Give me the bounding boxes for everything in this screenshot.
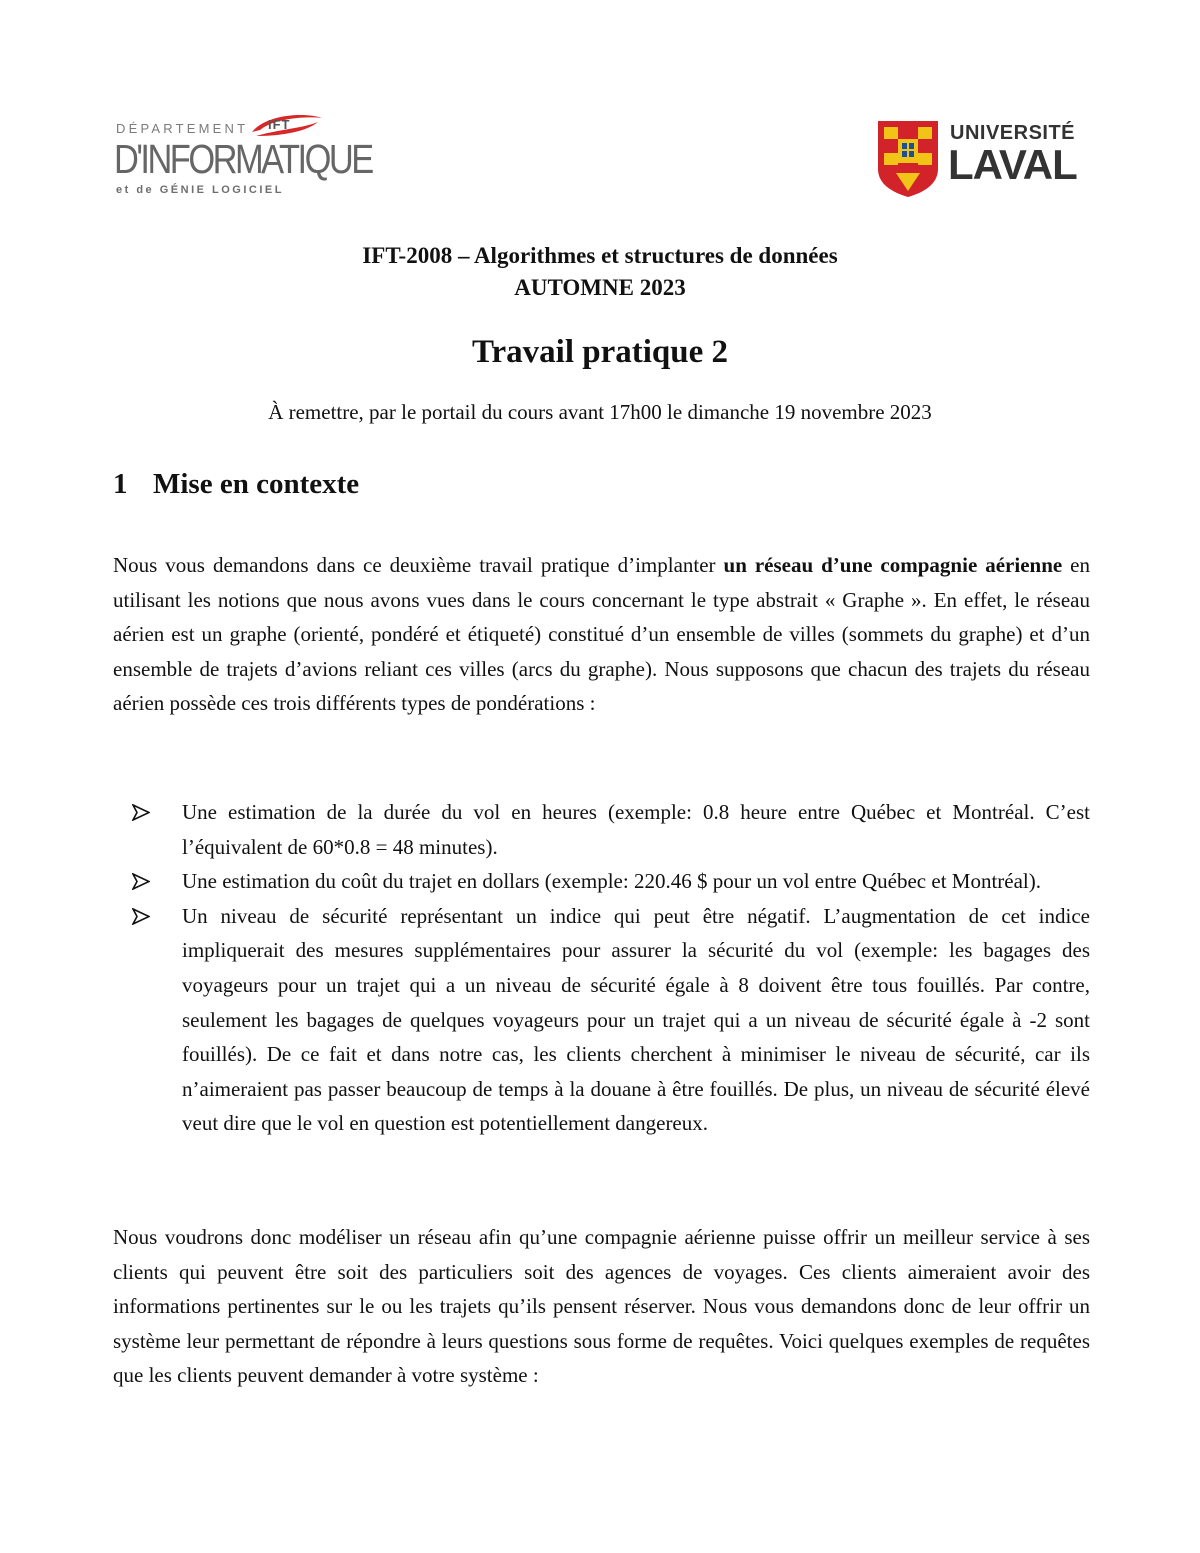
logo-genie-text: et de GÉNIE LOGICIEL (116, 184, 284, 196)
arrowhead-bullet-icon (132, 908, 150, 925)
assignment-title: Travail pratique 2 (471, 334, 729, 370)
bullet-text: Une estimation du coût du trajet en dollars (exemple: 220.46 $ pour un vol entre Québec et Montréal). (182, 869, 1042, 894)
list-item (132, 864, 1090, 899)
logo-laval-text: LAVAL (948, 141, 1077, 188)
intro-paragraph (113, 548, 1090, 721)
section-heading (113, 468, 359, 501)
logo-informatique-text: D'INFORMATIQUE (114, 136, 372, 182)
intro-text-bold: un réseau d’une compagnie aérienne (723, 553, 1063, 577)
section-number: 1 (113, 468, 128, 500)
requests-paragraph: Nous voudrons donc modéliser un réseau afin qu’une compagnie aérienne puisse offrir un meilleur service à ses clients qui peuvent être soit des particuliers soit des agences de voyages. Ces clients aimeraient avoir des informations pertinentes sur le ou les trajets qu’ils pensent réserver. Nous vous demandons donc de leur offrir un système leur permettant de répondre à leurs questions sous forme de requêtes. Voici quelques exemples de requêtes que les clients peuvent demander à votre système : (113, 1225, 1090, 1388)
list-item (132, 899, 1090, 1141)
bullet-text: Une estimation de la durée du vol en heures (exemple: 0.8 heure entre Québec et Montréal. C’est l’équivalent de 60*0.8 = 48 minutes). (182, 800, 1090, 859)
course-title: IFT-2008 – Algorithmes et structures de données (362, 243, 838, 268)
ift-logo-text: IFT (268, 117, 291, 132)
logo-universite-text: UNIVERSITÉ (950, 122, 1076, 144)
intro-text-before: Nous vous demandons dans ce deuxième travail pratique d’implanter (113, 553, 724, 577)
intro-text-after: en utilisant les notions que nous avons vues dans le cours concernant le type abstrait « Graphe ». En effet, le réseau aérien est un graphe (orienté, pondéré et étiqueté) constitué d’un ensemble de villes (sommets du graphe) et d’un ensemble de trajets d’avions reliant ces villes (arcs du graphe). Nous supposons que chacun des trajets du réseau aérien possède ces trois différents types de pondérations : (113, 553, 1090, 716)
arrowhead-bullet-icon (132, 873, 150, 890)
section-title: Mise en contexte (153, 468, 360, 500)
arrowhead-bullet-icon (132, 804, 150, 821)
bullet-text: Un niveau de sécurité représentant un indice qui peut être négatif. L’augmentation de cet indice impliquerait des mesures supplémentaires pour assurer la sécurité du vol (exemple: les bagages des voyageurs pour un trajet qui a un niveau de sécurité égale à 8 doivent être tous fouillés. Par contre, seulement les bagages de quelques voyageurs pour un trajet qui a un niveau de sécurité égale à -2 sont fouillés). De ce fait et dans notre cas, les clients cherchent à minimiser le niveau de sécurité, car ils n’aimeraient pas passer beaucoup de temps à la douane à être fouillés. De plus, un niveau de sécurité élevé veut dire que le vol en question est potentiellement dangereux. (182, 903, 1090, 1136)
ift-department-logo (114, 112, 372, 204)
weights-list (132, 795, 1090, 1141)
semester-label: AUTOMNE 2023 (514, 275, 686, 300)
universite-laval-logo (876, 119, 1076, 199)
due-date-line: À remettre, par le portail du cours avant 17h00 le dimanche 19 novembre 2023 (268, 400, 932, 424)
list-item (132, 795, 1090, 864)
laval-shield-icon (876, 119, 940, 199)
logo-departement-text: DÉPARTEMENT (116, 121, 249, 136)
